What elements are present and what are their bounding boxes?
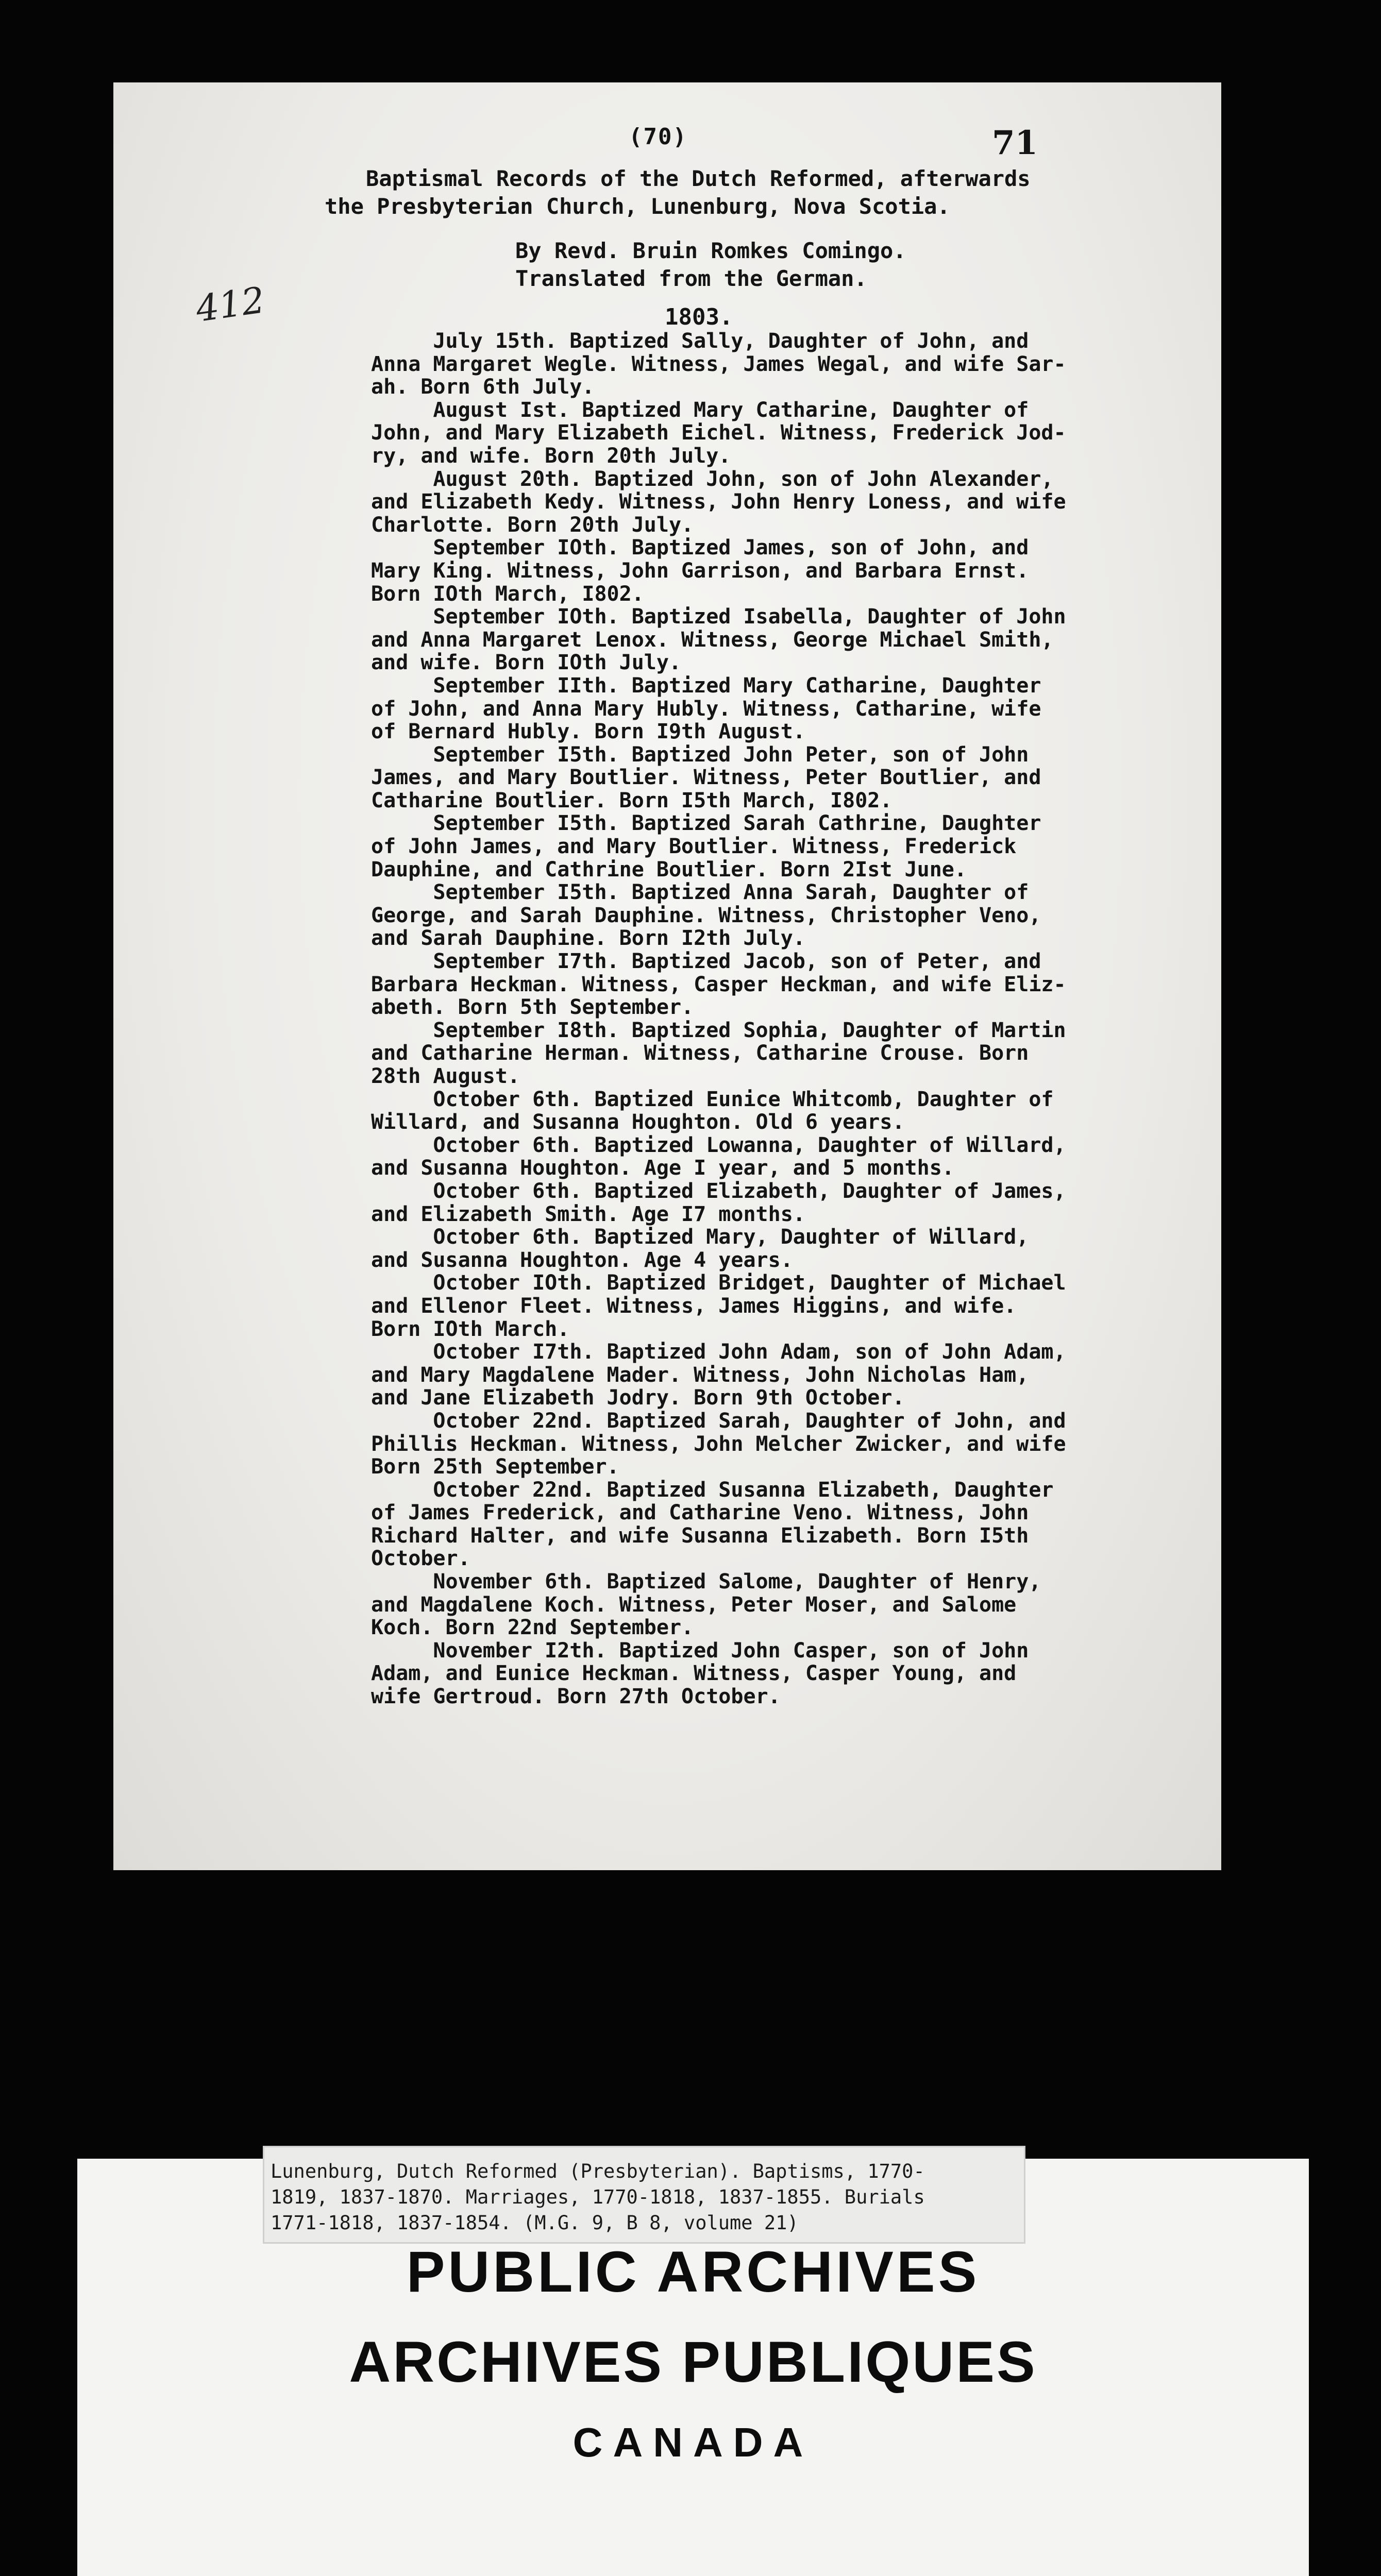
baptism-entry: October 22nd. Baptized Susanna Elizabeth, Daughter of James Frederick, and Catharine Veno. Witness, John Richard Halter, and wife Susanna Elizabeth. Born I5th October. [371, 1478, 1054, 1571]
stamp-canada: CANADA [572, 2419, 814, 2465]
baptism-entry: September I5th. Baptized John Peter, son of John James, and Mary Boutlier. Witness, Peter Boutlier, and Catharine Boutlier. Born I5th March, I802. [371, 742, 1041, 812]
stamp-public-archives: PUBLIC ARCHIVES [406, 2240, 980, 2304]
document-heading [325, 165, 1031, 221]
baptism-entry: October 6th. Baptized Elizabeth, Daughter of James, and Elizabeth Smith. Age I7 months. [371, 1179, 1066, 1226]
baptism-entry: September I5th. Baptized Sarah Cathrine, Daughter of John James, and Mary Boutlier. Witness, Frederick Dauphine, and Cathrine Boutlier. Born 2Ist June. [371, 811, 1041, 882]
author-block [515, 237, 906, 293]
baptism-entry: October 6th. Baptized Lowanna, Daughter of Willard, and Susanna Houghton. Age I year, and 5 months. [371, 1133, 1066, 1180]
year-heading: 1803. [665, 304, 733, 330]
baptism-entry: September I8th. Baptized Sophia, Daughter of Martin and Catharine Herman. Witness, Catharine Crouse. Born 28th August. [371, 1018, 1066, 1088]
author-line-2: Translated from the German. [515, 266, 867, 291]
document-page [113, 82, 1221, 1870]
baptism-entry: November 6th. Baptized Salome, Daughter of Henry, and Magdalene Koch. Witness, Peter Moser, and Salome Koch. Born 22nd September. [371, 1570, 1041, 1640]
baptism-entry: October 22nd. Baptized Sarah, Daughter of John, and Phillis Heckman. Witness, John Melcher Zwicker, and wife Born 25th September. [371, 1409, 1066, 1479]
baptism-entry: October I7th. Baptized John Adam, son of John Adam, and Mary Magdalene Mader. Witness, John Nicholas Ham, and Jane Elizabeth Jodry. Born 9th October. [371, 1340, 1066, 1410]
page-number-right: 71 [992, 124, 1038, 162]
baptism-entry: August Ist. Baptized Mary Catharine, Daughter of John, and Mary Elizabeth Eichel. Witness, Frederick Jod- ry, and wife. Born 20th July. [371, 398, 1066, 468]
baptism-entry: September IOth. Baptized Isabella, Daughter of John and Anna Margaret Lenox. Witness, George Michael Smith, and wife. Born IOth July. [371, 605, 1066, 675]
baptism-entry: August 20th. Baptized John, son of John Alexander, and Elizabeth Kedy. Witness, John Henry Loness, and wife Charlotte. Born 20th July. [371, 467, 1066, 537]
baptism-entries [371, 330, 1216, 1708]
stamp-archives-publiques: ARCHIVES PUBLIQUES [349, 2330, 1037, 2394]
author-line-1: By Revd. Bruin Romkes Comingo. [515, 238, 906, 263]
baptism-entry: October 6th. Baptized Eunice Whitcomb, Daughter of Willard, and Susanna Houghton. Old 6 years. [371, 1087, 1054, 1134]
heading-line-2: the Presbyterian Church, Lunenburg, Nova Scotia. [325, 194, 950, 219]
baptism-entry: October IOth. Baptized Bridget, Daughter of Michael and Ellenor Fleet. Witness, James Higgins, and wife. Born IOth March. [371, 1271, 1066, 1341]
baptism-entry: September I5th. Baptized Anna Sarah, Daughter of George, and Sarah Dauphine. Witness, Christopher Veno, and Sarah Dauphine. Born I2th July. [371, 880, 1041, 951]
baptism-entry: September IIth. Baptized Mary Catharine, Daughter of John, and Anna Mary Hubly. Witness, Catharine, wife of Bernard Hubly. Born I9th August. [371, 673, 1041, 744]
archive-reference-label: Lunenburg, Dutch Reformed (Presbyterian). Baptisms, 1770- 1819, 1837-1870. Marriages, 1770-1818, 1837-1855. Burials 1771-1818, 1837-1854. (M.G. 9, B 8, volume 21) [263, 2146, 1025, 2244]
baptism-entry: September IOth. Baptized James, son of John, and Mary King. Witness, John Garrison, and Barbara Ernst. Born IOth March, I802. [371, 536, 1029, 606]
baptism-entry: November I2th. Baptized John Casper, son of John Adam, and Eunice Heckman. Witness, Casper Young, and wife Gertroud. Born 27th October. [371, 1638, 1029, 1709]
handwritten-margin-note: 412 [193, 279, 267, 330]
baptism-entry: July 15th. Baptized Sally, Daughter of John, and Anna Margaret Wegle. Witness, James Wegal, and wife Sar- ah. Born 6th July. [371, 329, 1066, 399]
heading-line-1: Baptismal Records of the Dutch Reformed, afterwards [366, 166, 1031, 191]
baptism-entry: October 6th. Baptized Mary, Daughter of Willard, and Susanna Houghton. Age 4 years. [371, 1225, 1029, 1272]
page-number-left: (70) [629, 124, 687, 150]
baptism-entry: September I7th. Baptized Jacob, son of Peter, and Barbara Heckman. Witness, Casper Heckman, and wife Eliz- abeth. Born 5th September. [371, 950, 1066, 1020]
